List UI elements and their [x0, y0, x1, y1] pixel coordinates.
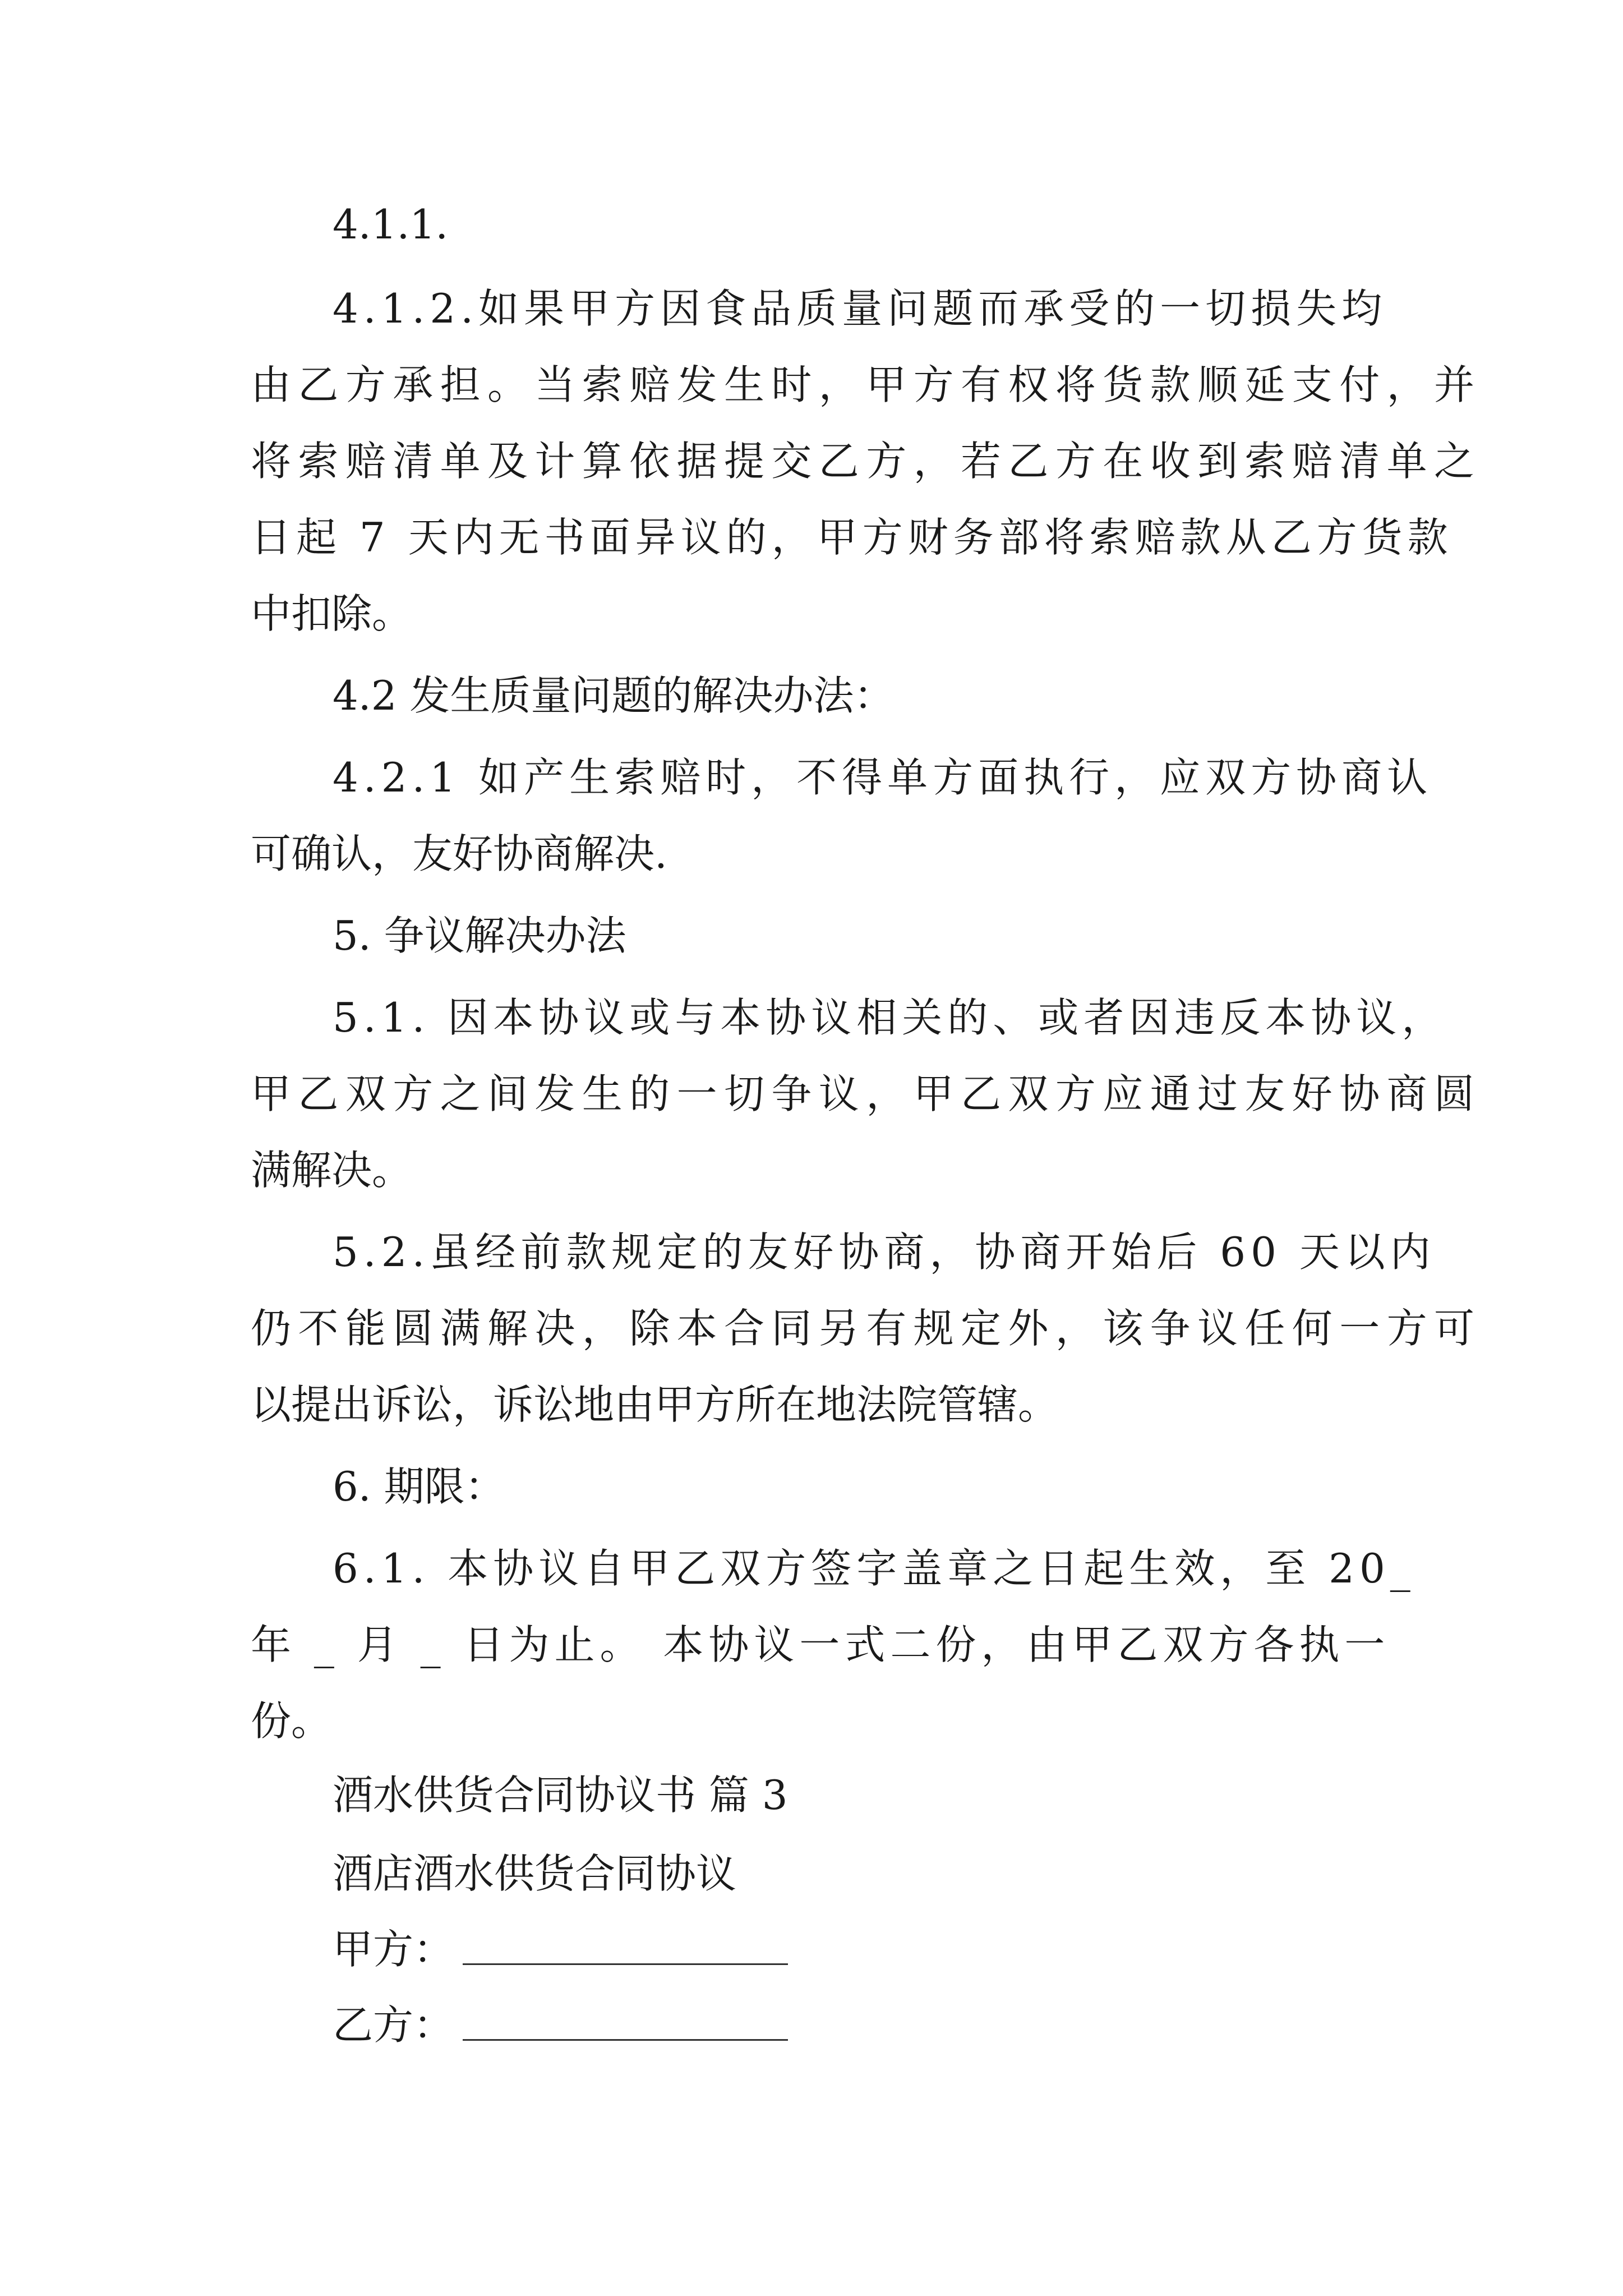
contract-title: 酒店酒水供货合同协议	[333, 1850, 737, 1897]
clause-4-2-1-line-2: 可确认，友好协商解决.	[251, 830, 667, 877]
clause-4-1-2-line-3: 将索赔清单及计算依据提交乙方，若乙方在收到索赔清单之	[251, 438, 1482, 485]
section-title: 酒水供货合同协议书 篇 3	[333, 1772, 788, 1819]
clause-5-1: 5.1. 因本协议或与本协议相关的、或者因违反本协议，	[333, 994, 1447, 1041]
party-a-label: 甲方：	[333, 1926, 454, 1973]
party-a-blank	[463, 1963, 788, 1965]
heading-6: 6. 期限：	[333, 1463, 505, 1510]
clause-4-1-2: 4.1.2.如果甲方因食品质量问题而承受的一切损失均	[333, 285, 1387, 332]
clause-5-2: 5.2.虽经前款规定的友好协商，协商开始后 60 天以内	[333, 1228, 1436, 1276]
clause-5-2-line-3: 以提出诉讼，诉讼地由甲方所在地法院管辖。	[251, 1381, 1059, 1428]
clause-5-1-line-2: 甲乙双方之间发生的一切争议，甲乙双方应通过友好协商圆	[251, 1070, 1482, 1117]
clause-4-1-2-line-4: 日起 7 天内无书面异议的，甲方财务部将索赔款从乙方货款	[251, 514, 1453, 561]
clause-4-1-1: 4.1.1.	[333, 201, 449, 248]
clause-5-1-line-3: 满解决。	[251, 1147, 413, 1194]
clause-6-1-line-3: 份。	[251, 1697, 332, 1745]
clause-4-1-2-line-2: 由乙方承担。当索赔发生时，甲方有权将货款顺延支付，并	[251, 361, 1482, 408]
heading-5: 5. 争议解决办法	[333, 912, 626, 959]
clause-4-2-1: 4.2.1 如产生索赔时，不得单方面执行，应双方协商认	[333, 754, 1433, 801]
clause-6-1-line-2: 年 _ 月 _ 日为止。 本协议一式二份，由甲乙双方各执一	[251, 1621, 1390, 1668]
clause-4-1-2-line-5: 中扣除。	[251, 590, 413, 637]
party-b-blank	[463, 2039, 788, 2041]
clause-6-1: 6.1. 本协议自甲乙双方签字盖章之日起生效，至 20_	[333, 1545, 1415, 1592]
clause-5-2-line-2: 仍不能圆满解决，除本合同另有规定外，该争议任何一方可	[251, 1305, 1482, 1352]
party-b-label: 乙方：	[333, 2001, 454, 2049]
heading-4-2: 4.2 发生质量问题的解决办法：	[333, 672, 895, 719]
